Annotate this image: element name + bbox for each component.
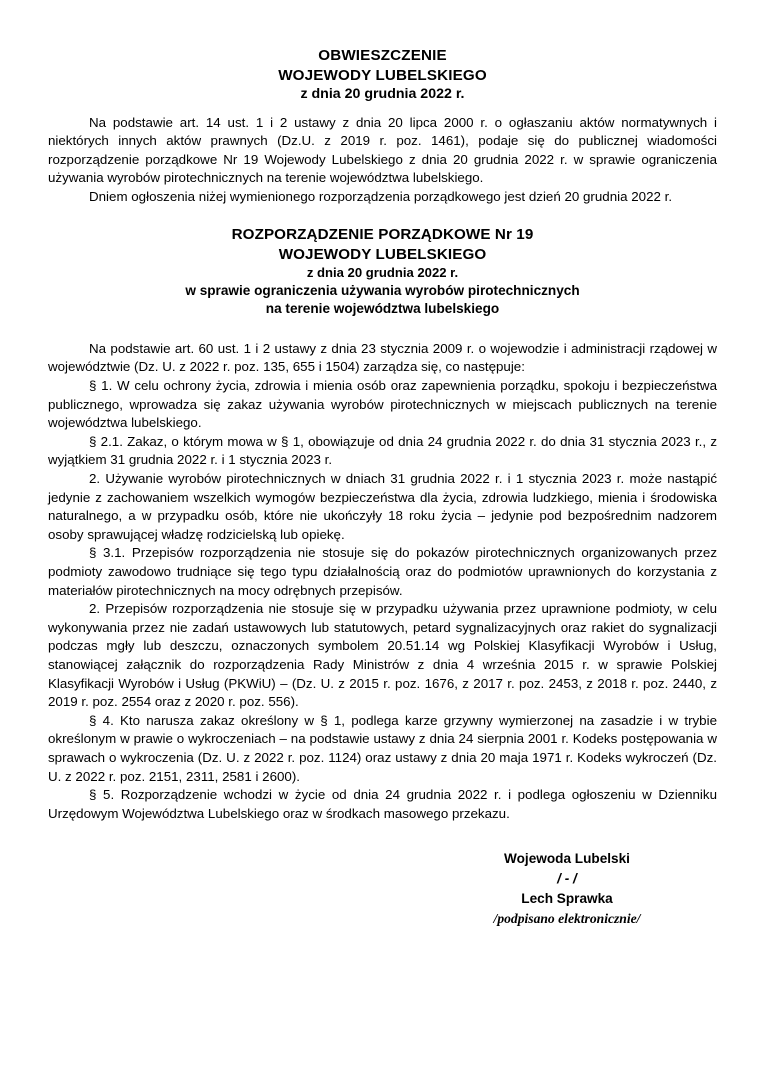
notice-paragraph-1: Na podstawie art. 14 ust. 1 i 2 ustawy z dnia 20 lipca 2000 r. o ogłaszaniu aktów normatywnych i niektórych innych aktów prawnych (Dz.U. z 2019 r. poz. 1461), podaje się do publicznej wiadomości rozporządzenie porządkowe Nr 19 Wojewody Lubelskiego z dnia 20 grudnia 2022 r. w sprawie ograniczenia używania wyrobów pirotechnicznych na terenie województwa lubelskiego. xyxy=(48,114,717,186)
notice-heading-line-2: WOJEWODY LUBELSKIEGO xyxy=(278,66,487,84)
regulation-heading-line-2: WOJEWODY LUBELSKIEGO xyxy=(278,245,487,263)
regulation-preamble: Na podstawie art. 60 ust. 1 i 2 ustawy z dnia 23 stycznia 2009 r. o wojewodzie i administracji rządowej w województwie (Dz. U. z 2022 r. poz. 135, 655 i 1504) zarządza się, co następuje: xyxy=(48,340,717,375)
regulation-section-2-2: 2. Używanie wyrobów pirotechnicznych w dniach 31 grudnia 2022 r. i 1 stycznia 2023 r. może nastąpić jedynie z zachowaniem wszelkich wymogów bezpieczeństwa dla życia, zdrowia ludzkiego, mienia i środowiska naturalnego, a w przypadku osób, które nie ukończyły 18 roku życia – jedynie pod bezpośrednim nadzorem osoby sprawującej władzę rodzicielską lub opiekę. xyxy=(48,471,717,542)
regulation-section-3-2: 2. Przepisów rozporządzenia nie stosuje się w przypadku używania przez uprawnione podmioty, w celu wykonywania przez nie zadań ustawowych lub statutowych, petard sygnalizacyjnych oraz rakiet do sygnalizacji podczas mgły lub deszczu, oznaczonych symbolem 20.51.14 wg Polskiej Klasyfikacji Wyrobów i Usług, stanowiącej załącznik do rozporządzenia Rady Ministrów z dnia 4 września 2015 r. w sprawie Polskiej Klasyfikacji Wyrobów i Usług (PKWiU) – (Dz. U. z 2015 r. poz. 1676, z 2017 r. poz. 2453, z 2018 r. poz. 2440, z 2019 r. poz. 2554 oraz z 2020 r. poz. 556). xyxy=(48,601,717,710)
regulation-section-5: § 5. Rozporządzenie wchodzi w życie od dnia 24 grudnia 2022 r. i podlega ogłoszeniu w Dzienniku Urzędowym Województwa Lubelskiego oraz w środkach masowego przekazu. xyxy=(48,787,717,821)
signature-electronic-note: /podpisano elektronicznie/ xyxy=(493,911,641,927)
regulation-heading-date: z dnia 20 grudnia 2022 r. xyxy=(306,265,459,281)
signature-dash-mark: / - / xyxy=(557,871,577,887)
spacer-before-regulation-heading xyxy=(48,206,717,225)
regulation-section-3-1: § 3.1. Przepisów rozporządzenia nie stosuje się do pokazów pirotechnicznych organizowanych przez podmioty zawodowo trudniące się tego typu działalnością oraz do podmiotów uprawnionych do korzystania z materiałów pirotechnicznych na mocy odrębnych przepisów. xyxy=(48,545,717,598)
notice-heading-date: z dnia 20 grudnia 2022 r. xyxy=(300,86,465,102)
notice-heading-line-1: OBWIESZCZENIE xyxy=(318,47,447,64)
regulation-section-2-1: § 2.1. Zakaz, o którym mowa w § 1, obowiązuje od dnia 24 grudnia 2022 r. do dnia 31 stycznia 2023 r., z wyjątkiem 31 grudnia 2022 r. i 1 stycznia 2023 r. xyxy=(48,433,717,468)
regulation-heading-line-1: ROZPORZĄDZENIE PORZĄDKOWE Nr 19 xyxy=(231,226,534,244)
notice-paragraph-2: Dniem ogłoszenia niżej wymienionego rozporządzenia porządkowego jest dzień 20 grudnia 2022 r. xyxy=(89,188,673,204)
signature-name: Lech Sprawka xyxy=(521,891,613,907)
regulation-heading xyxy=(48,225,717,318)
notice-heading xyxy=(48,46,717,105)
regulation-section-4: § 4. Kto narusza zakaz określony w § 1, podlega karze grzywny wymierzonej na zasadzie i w trybie określonym w prawie o wykroczeniach – na podstawie ustawy z dnia 24 sierpnia 2001 r. Kodeks postępowania w sprawach o wykroczenia (Dz. U. z 2022 r. poz. 1124) oraz ustawy z dnia 20 maja 1971 r. Kodeks wykroczeń (Dz. U. z 2022 r. poz. 2151, 2311, 2581 i 2600). xyxy=(48,712,717,784)
document-body xyxy=(48,46,717,929)
signature-title: Wojewoda Lubelski xyxy=(504,851,630,867)
spacer-before-signature xyxy=(48,823,717,849)
signature-block xyxy=(417,849,717,929)
spacer-after-notice-heading xyxy=(48,105,717,114)
regulation-heading-subject-line-2: na terenie województwa lubelskiego xyxy=(265,301,500,317)
regulation-section-1: § 1. W celu ochrony życia, zdrowia i mienia osób oraz zapewnienia porządku, spokoju i bezpieczeństwa publicznego, wprowadza się zakaz używania wyrobów pirotechnicznych w miejscach publicznych na terenie województwa lubelskiego. xyxy=(48,378,717,431)
regulation-heading-subject-line-1: w sprawie ograniczenia używania wyrobów pirotechnicznych xyxy=(185,283,580,299)
spacer-after-regulation-heading xyxy=(48,319,717,340)
